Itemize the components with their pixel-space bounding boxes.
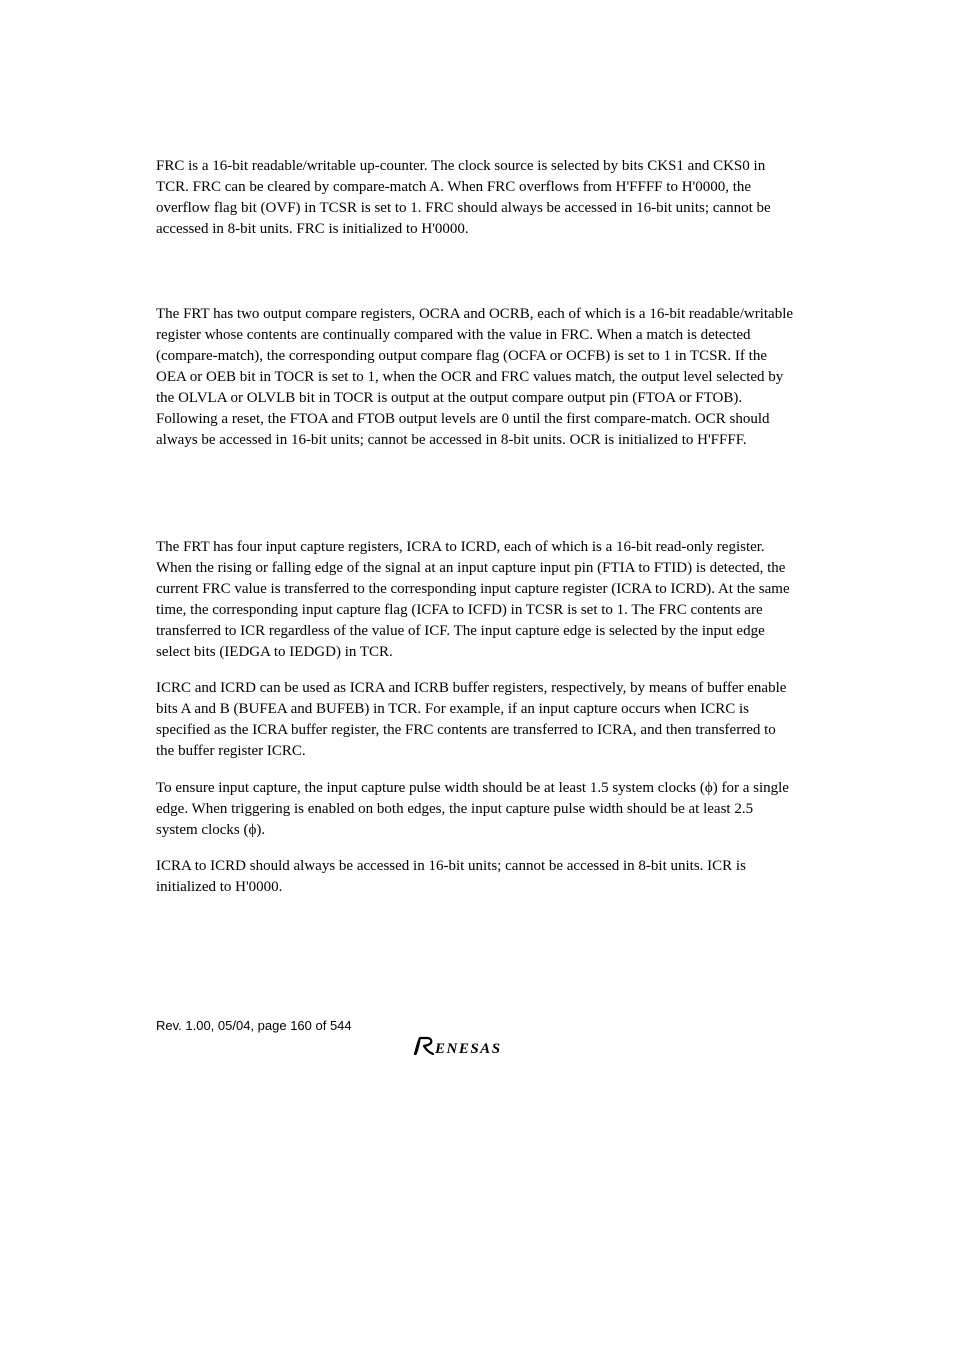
svg-text:ENESAS: ENESAS xyxy=(435,1041,502,1057)
renesas-logo xyxy=(412,1035,536,1057)
icr-description-paragraph: The FRT has four input capture registers, ICRA to ICRD, each of which is a 16-bit read-only register. When the rising or falling edge of the signal at an input capture input pin (FTIA to FTID) is detected, the current FRC value is transferred to the corresponding input capture register (ICRA to ICRD). At the same time, the corresponding input capture flag (ICFA to ICFD) in TCSR is set to 1. The FRC contents are transferred to ICR regardless of the value of ICF. The input capture edge is selected by the input edge select bits (IEDGA to IEDGD) in TCR. xyxy=(156,539,790,660)
frc-description-paragraph: FRC is a 16-bit readable/writable up-counter. The clock source is selected by bits CKS1 and CKS0 in TCR. FRC can be cleared by compare-match A. When FRC overflows from H'FFFF to H'0000, the overflow flag bit (OVF) in TCSR is set to 1. FRC should always be accessed in 16-bit units; cannot be accessed in 8-bit units. FRC is initialized to H'0000. xyxy=(156,158,771,237)
icr-buffer-paragraph: ICRC and ICRD can be used as ICRA and ICRB buffer registers, respectively, by means of buffer enable bits A and B (BUFEA and BUFEB) in TCR. For example, if an input capture occurs when ICRC is specified as the ICRA buffer register, the FRC contents are transferred to ICRA, and then transferred to the buffer register ICRC. xyxy=(156,680,787,759)
ocr-description-paragraph: The FRT has two output compare registers, OCRA and OCRB, each of which is a 16-bit readable/writable register whose contents are continually compared with the value in FRC. When a match is detected (compare-match), the corresponding output compare flag (OCFA or OCFB) is set to 1 in TCSR. If the OEA or OEB bit in TOCR is set to 1, when the OCR and FRC values match, the output level selected by the OLVLA or OLVLB bit in TOCR is output at the output compare output pin (FTOA or FTOB). Following a reset, the FTOA and FTOB output levels are 0 until the first compare-match. OCR should always be accessed in 16-bit units; cannot be accessed in 8-bit units. OCR is initialized to H'FFFF. xyxy=(156,306,794,448)
input-capture-pulse-paragraph: To ensure input capture, the input capture pulse width should be at least 1.5 system clocks (ϕ) for a single edge. When triggering is enabled on both edges, the input capture pulse width should be at least 2.5 system clocks (ϕ). xyxy=(156,780,789,838)
page-footer-info: Rev. 1.00, 05/04, page 160 of 544 xyxy=(156,1018,352,1033)
icr-access-paragraph: ICRA to ICRD should always be accessed in 16-bit units; cannot be accessed in 8-bit units. ICR is initialized to H'0000. xyxy=(156,858,746,895)
